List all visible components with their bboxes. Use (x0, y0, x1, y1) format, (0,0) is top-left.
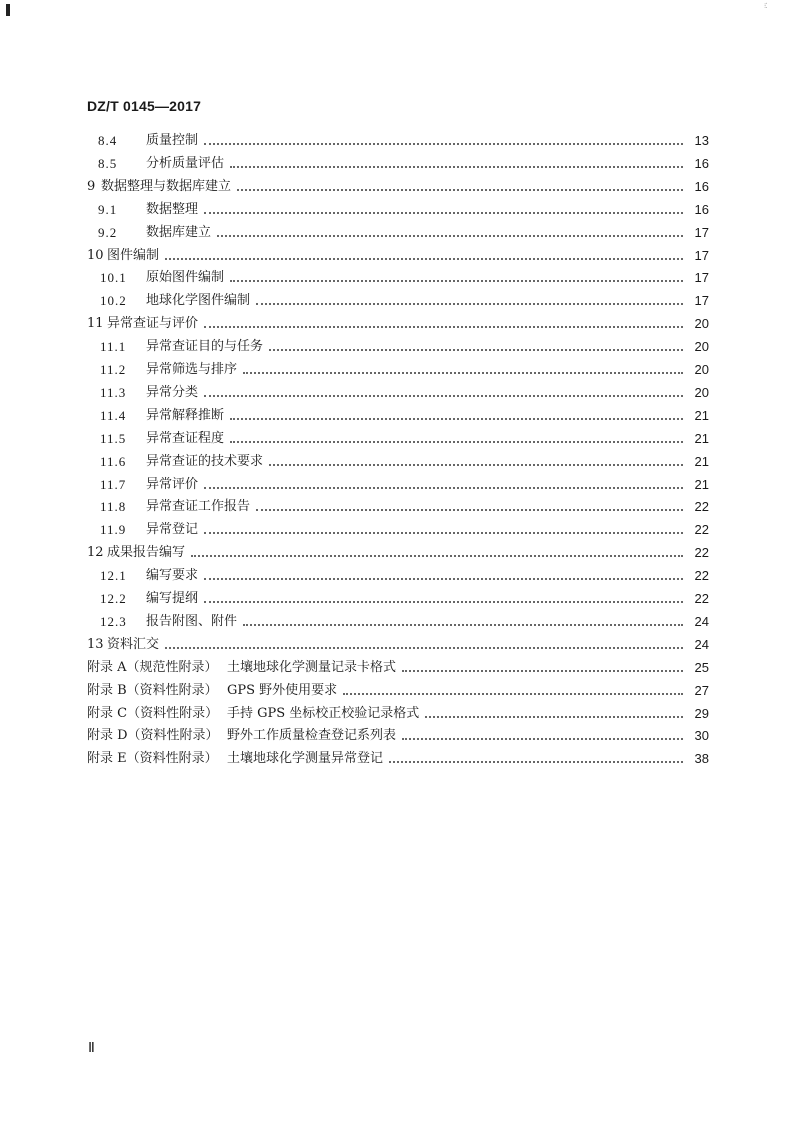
toc-leader-dots (204, 532, 683, 534)
toc-entry-number: 9.2 (98, 224, 118, 240)
toc-entry-page: 16 (694, 178, 709, 194)
scan-artifact: ⁝⁚ (764, 2, 767, 10)
toc-entry-number: 附录 D（资料性附录） (87, 728, 219, 744)
toc-leader-dots (165, 258, 683, 260)
toc-entry-number: 9.1 (98, 201, 118, 217)
toc-leader-dots (204, 143, 683, 145)
toc-leader-dots (343, 693, 683, 695)
toc-entry[interactable] (87, 519, 709, 539)
toc-leader-dots (402, 670, 683, 672)
toc-entry-number: 11.5 (100, 430, 127, 446)
toc-leader-dots (204, 212, 683, 214)
toc-entry-number: 13 (87, 636, 104, 652)
toc-leader-dots (204, 326, 683, 328)
toc-entry-title: 异常查证程度 (146, 430, 225, 446)
toc-entry-title: 报告附图、附件 (146, 613, 238, 629)
toc-leader-dots (243, 624, 683, 626)
toc-entry-title: 数据库建立 (146, 224, 212, 240)
toc-entry-page: 25 (694, 659, 709, 675)
toc-entry-title: 异常评价 (146, 476, 199, 492)
toc-entry-title: 数据整理与数据库建立 (101, 178, 232, 194)
toc-entry[interactable] (87, 542, 709, 562)
toc-entry-page: 29 (694, 705, 709, 721)
toc-leader-dots (237, 189, 683, 191)
toc-entry[interactable] (87, 725, 709, 745)
toc-entry[interactable] (87, 611, 709, 631)
toc-entry-number: 附录 C（资料性附录） (87, 705, 219, 721)
toc-entry-title: 原始图件编制 (146, 270, 225, 286)
toc-entry-number: 12.3 (100, 613, 127, 629)
toc-entry-number: 11.2 (100, 362, 127, 377)
toc-entry-page: 17 (694, 224, 709, 240)
toc-entry-page: 27 (694, 682, 709, 698)
toc-entry-page: 21 (694, 430, 709, 446)
toc-entry-title: 异常查证与评价 (107, 316, 199, 332)
toc-leader-dots (217, 235, 683, 237)
toc-entry-number: 附录 B（资料性附录） (87, 682, 218, 698)
toc-entry-title: 图件编制 (107, 247, 160, 263)
toc-entry-title: 野外工作质量检查登记系列表 (227, 728, 397, 744)
toc-entry[interactable] (87, 474, 709, 494)
toc-leader-dots (191, 555, 683, 557)
toc-entry[interactable] (87, 267, 709, 287)
toc-leader-dots (165, 647, 683, 649)
toc-entry[interactable] (87, 176, 709, 196)
toc-entry-page: 24 (694, 636, 709, 652)
toc-entry-title: 异常筛选与排序 (146, 362, 238, 377)
toc-entry-title: GPS 野外使用要求 (227, 682, 338, 698)
toc-entry[interactable] (87, 336, 709, 356)
toc-entry[interactable] (87, 748, 709, 768)
toc-entry-page: 22 (694, 499, 709, 515)
toc-entry-page: 22 (694, 545, 709, 561)
toc-entry-number: 11.4 (100, 407, 127, 423)
toc-entry-page: 17 (694, 270, 709, 286)
toc-entry[interactable] (87, 382, 709, 402)
toc-entry[interactable] (87, 313, 709, 333)
toc-entry-title: 手持 GPS 坐标校正校验记录格式 (227, 705, 420, 721)
toc-entry[interactable] (87, 245, 709, 265)
toc-entry-number: 11.7 (100, 476, 127, 492)
toc-entry-number: 8.4 (98, 133, 118, 148)
toc-leader-dots (269, 349, 683, 351)
toc-entry-number: 12.2 (100, 591, 127, 606)
toc-entry[interactable] (87, 496, 709, 516)
toc-entry[interactable] (87, 153, 709, 173)
toc-entry-page: 38 (694, 751, 709, 767)
toc-entry-number: 8.5 (98, 155, 118, 171)
toc-entry[interactable] (87, 588, 709, 608)
toc-entry-title: 异常查证的技术要求 (146, 453, 264, 469)
toc-entry-page: 20 (694, 339, 709, 355)
toc-entry[interactable] (87, 680, 709, 700)
toc-leader-dots (256, 509, 683, 511)
standard-code-header: DZ/T 0145—2017 (87, 98, 202, 114)
toc-entry[interactable] (87, 405, 709, 425)
toc-entry-number: 10.2 (100, 293, 127, 309)
toc-entry[interactable] (87, 428, 709, 448)
toc-entry-page: 16 (694, 201, 709, 217)
toc-entry-number: 12.1 (100, 568, 127, 584)
toc-entry[interactable] (87, 199, 709, 219)
toc-entry-number: 9 (87, 178, 96, 194)
toc-entry-page: 17 (694, 293, 709, 309)
toc-leader-dots (230, 418, 683, 420)
toc-entry-number: 11.9 (100, 522, 127, 538)
toc-leader-dots (204, 601, 683, 603)
toc-leader-dots (256, 303, 683, 305)
toc-entry-number: 附录 A（规范性附录） (87, 659, 218, 675)
toc-entry[interactable] (87, 634, 709, 654)
toc-entry[interactable] (87, 222, 709, 242)
toc-entry-title: 土壤地球化学测量异常登记 (227, 751, 384, 767)
toc-entry-page: 21 (694, 407, 709, 423)
toc-entry-page: 22 (694, 568, 709, 584)
toc-entry-title: 异常分类 (146, 384, 199, 400)
toc-leader-dots (230, 166, 683, 168)
toc-entry[interactable] (87, 565, 709, 585)
toc-entry-page: 20 (694, 316, 709, 332)
toc-entry-title: 异常查证工作报告 (146, 499, 251, 515)
toc-entry-page: 16 (694, 155, 709, 171)
toc-entry-title: 资料汇交 (107, 636, 160, 652)
toc-entry-title: 编写要求 (146, 568, 199, 584)
toc-entry-title: 数据整理 (146, 201, 199, 217)
toc-entry-title: 分析质量评估 (146, 155, 225, 171)
toc-entry-title: 异常登记 (146, 522, 199, 538)
page-number-roman: Ⅱ (88, 1041, 95, 1056)
toc-entry-number: 11.6 (100, 453, 127, 469)
toc-entry-number: 11.3 (100, 384, 127, 400)
toc-entry-title: 成果报告编写 (107, 545, 186, 561)
toc-leader-dots (269, 464, 683, 466)
toc-entry-number: 10.1 (100, 270, 127, 286)
toc-entry-number: 附录 E（资料性附录） (87, 751, 218, 767)
toc-leader-dots (230, 441, 683, 443)
toc-entry-page: 21 (694, 453, 709, 469)
toc-entry-number: 11 (87, 316, 104, 332)
toc-entry-page: 22 (694, 522, 709, 538)
toc-entry-page: 30 (694, 728, 709, 744)
toc-entry-page: 20 (694, 362, 709, 377)
toc-entry[interactable] (87, 657, 709, 677)
toc-entry-page: 22 (694, 591, 709, 606)
toc-entry-title: 土壤地球化学测量记录卡格式 (227, 659, 397, 675)
toc-entry-number: 10 (87, 247, 104, 263)
toc-leader-dots (425, 716, 683, 718)
toc-entry[interactable] (87, 703, 709, 723)
toc-leader-dots (230, 280, 683, 282)
toc-entry-page: 17 (694, 247, 709, 263)
toc-leader-dots (204, 395, 683, 397)
toc-leader-dots (204, 578, 683, 580)
toc-leader-dots (402, 738, 683, 740)
toc-entry-number: 12 (87, 545, 104, 561)
toc-entry-title: 质量控制 (146, 133, 199, 148)
toc-entry[interactable] (87, 451, 709, 471)
toc-entry-page: 13 (694, 133, 709, 148)
toc-entry-title: 异常查证目的与任务 (146, 339, 264, 355)
toc-leader-dots (204, 487, 683, 489)
toc-entry-page: 24 (694, 613, 709, 629)
scan-corner-mark (6, 4, 10, 16)
toc-entry-page: 20 (694, 384, 709, 400)
toc-entry-title: 异常解释推断 (146, 407, 225, 423)
toc-entry-title: 地球化学图件编制 (146, 293, 251, 309)
toc-entry[interactable] (87, 359, 709, 379)
toc-entry-title: 编写提纲 (146, 591, 199, 606)
toc-leader-dots (243, 372, 683, 374)
toc-entry[interactable] (87, 130, 709, 150)
toc-entry[interactable] (87, 290, 709, 310)
toc-entry-number: 11.1 (100, 339, 127, 355)
toc-leader-dots (389, 761, 683, 763)
toc-entry-number: 11.8 (100, 499, 127, 515)
toc-entry-page: 21 (694, 476, 709, 492)
